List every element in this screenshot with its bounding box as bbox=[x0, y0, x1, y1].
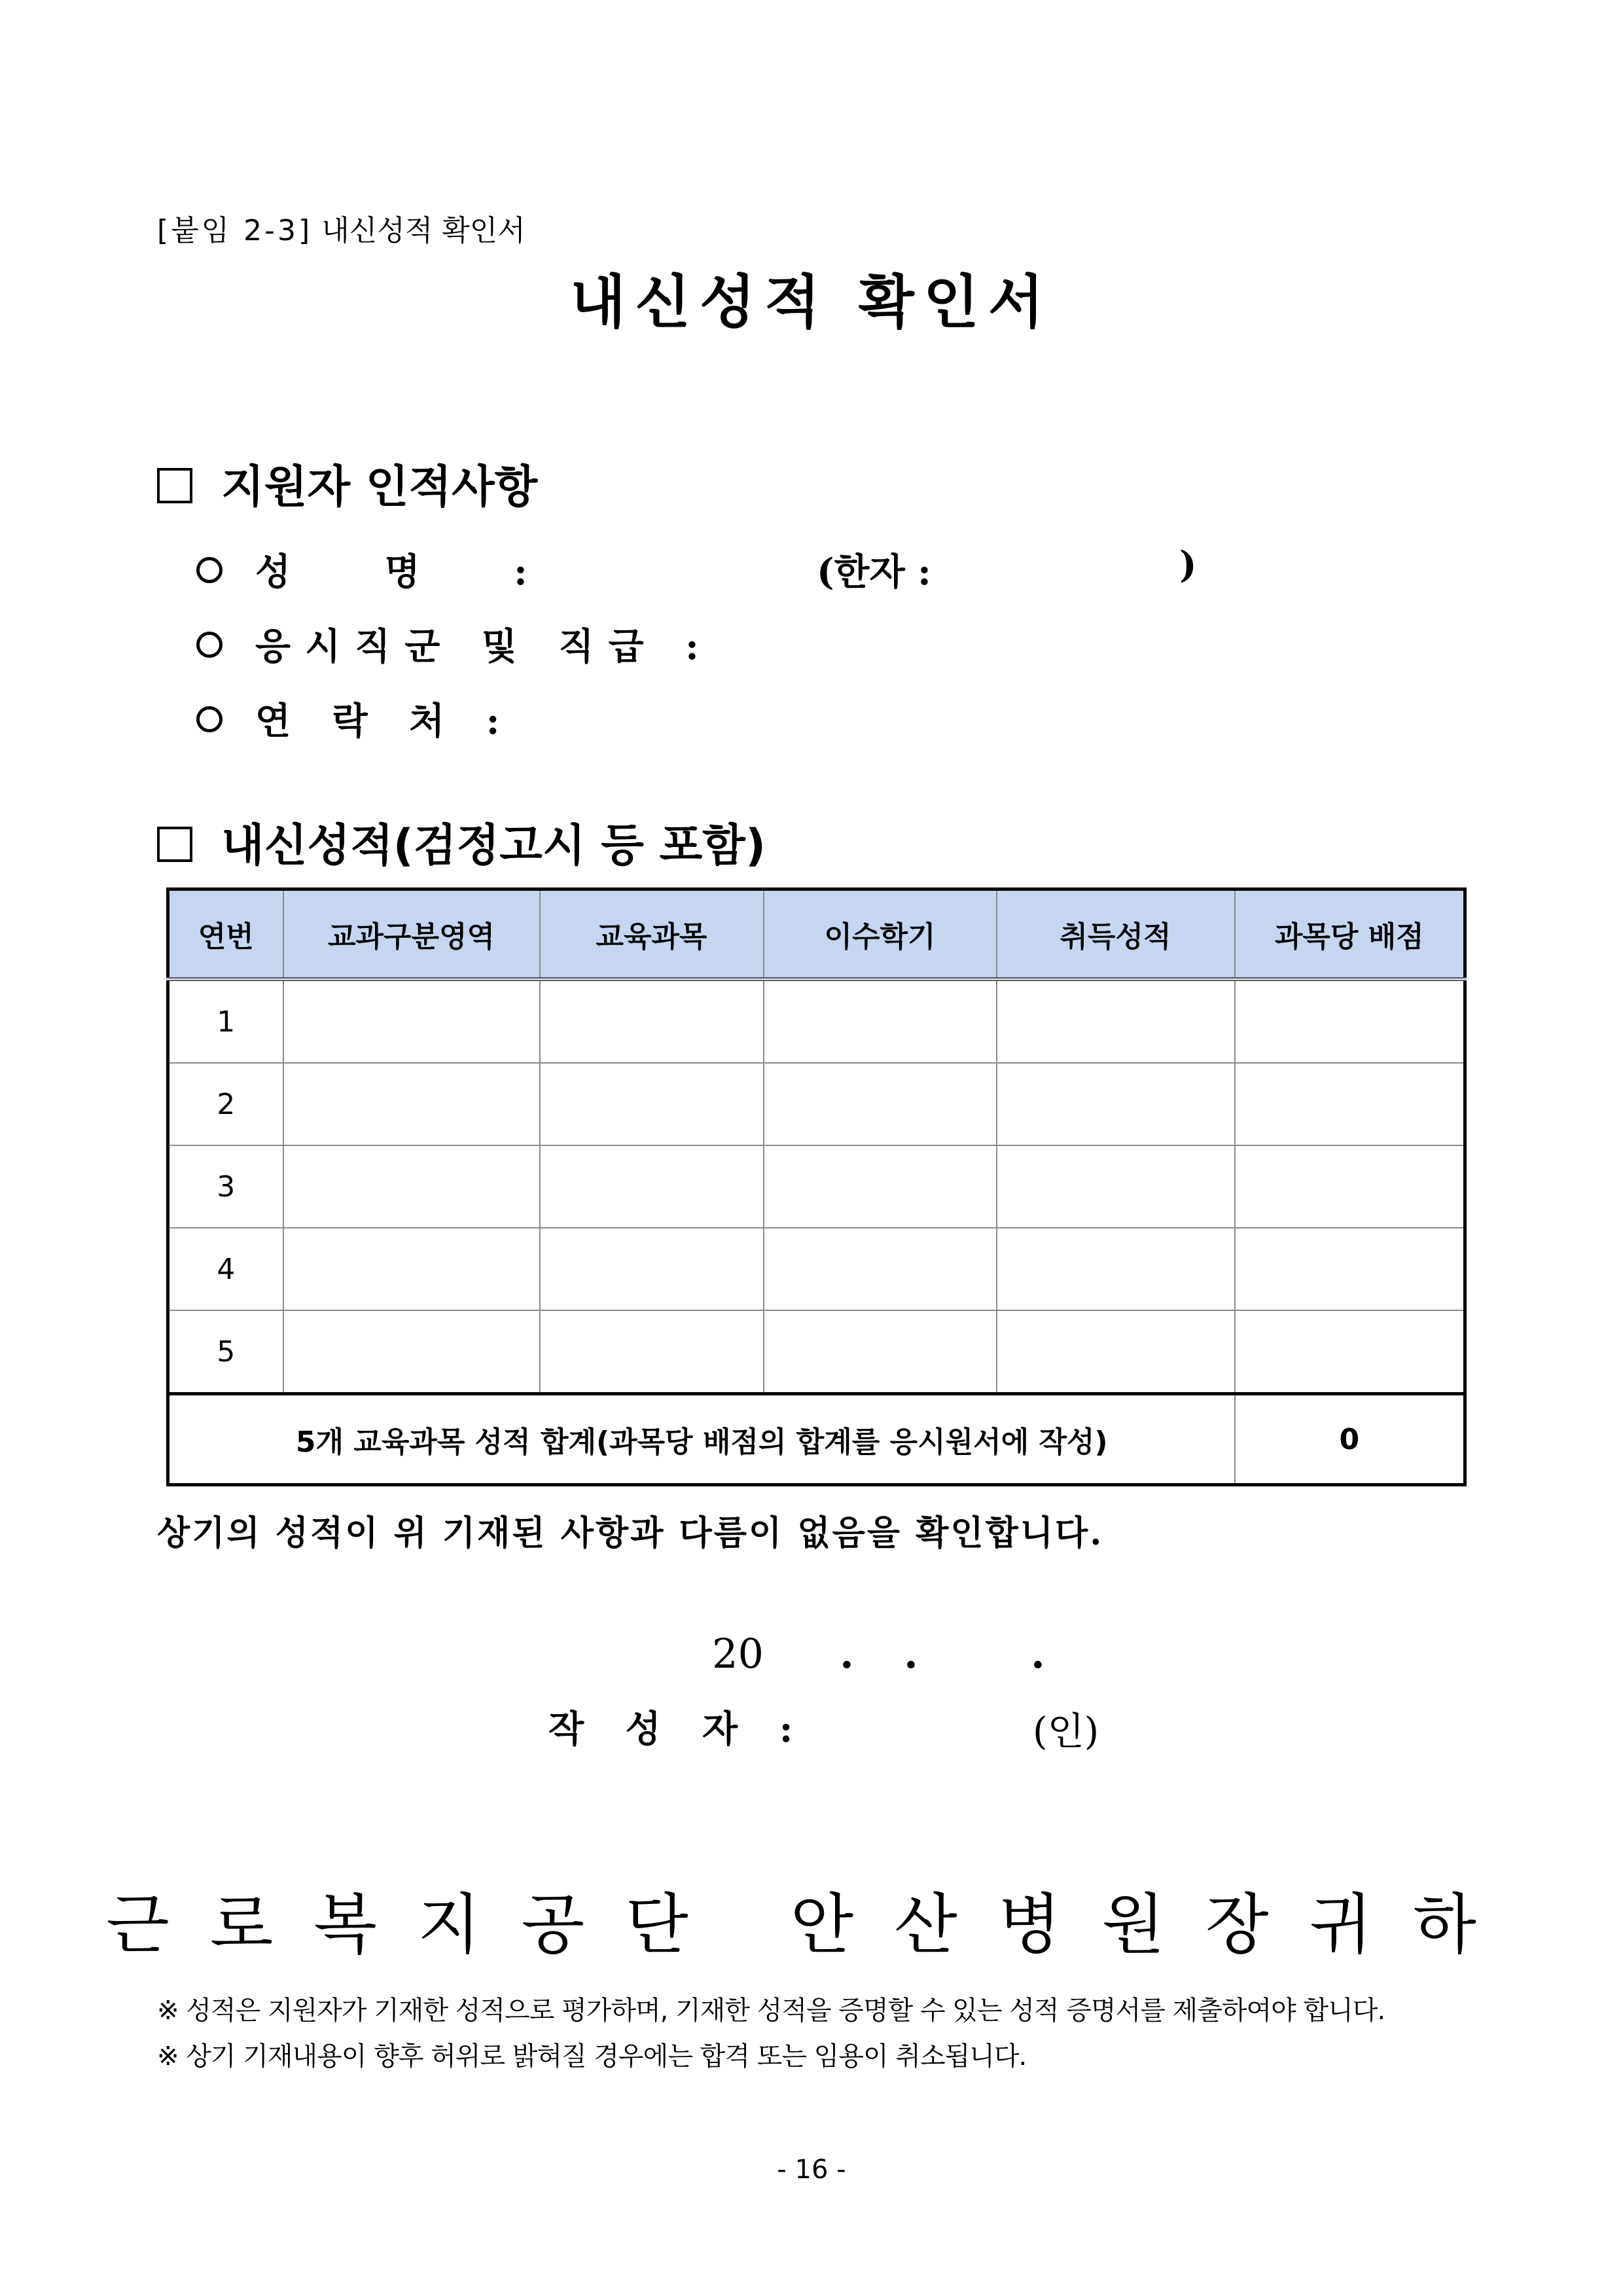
header-score: 과목당 배점 bbox=[1235, 889, 1465, 980]
table-cell[interactable] bbox=[764, 1228, 997, 1310]
circle-bullet-icon bbox=[196, 557, 223, 583]
seal-label: (인) bbox=[1033, 1709, 1099, 1753]
date-dot: . bbox=[904, 1630, 918, 1677]
row-number: 4 bbox=[168, 1228, 283, 1310]
header-grade: 취득성적 bbox=[997, 889, 1235, 980]
row-number: 3 bbox=[168, 1145, 283, 1228]
table-cell[interactable] bbox=[764, 1310, 997, 1394]
table-cell[interactable] bbox=[1235, 1145, 1465, 1228]
total-row bbox=[168, 1394, 1465, 1485]
circle-bullet-icon bbox=[196, 632, 223, 658]
attachment-label bbox=[157, 207, 526, 249]
position-label: 응시직군 및 직급 : bbox=[255, 625, 713, 668]
hanja-label: (한자 : bbox=[817, 550, 931, 594]
note-2: ※ 상기 기재내용이 향후 허위로 밝혀질 경우에는 합격 또는 임용이 취소됩니다. bbox=[157, 2041, 1027, 2072]
date-dot: . bbox=[1031, 1630, 1045, 1677]
header-semester: 이수학기 bbox=[764, 889, 997, 980]
table-row bbox=[168, 1310, 1465, 1394]
table-cell[interactable] bbox=[540, 979, 764, 1063]
table-cell[interactable] bbox=[764, 1063, 997, 1145]
circle-bullet-icon bbox=[196, 706, 223, 732]
table-cell[interactable] bbox=[997, 1145, 1235, 1228]
table-cell[interactable] bbox=[1235, 1310, 1465, 1394]
attachment-name: 내신성적 확인서 bbox=[321, 214, 526, 247]
table-cell[interactable] bbox=[283, 979, 540, 1063]
date-dot: . bbox=[840, 1630, 854, 1677]
row-number: 2 bbox=[168, 1063, 283, 1145]
name-label: 성 명 : bbox=[255, 550, 568, 594]
table-row bbox=[168, 1228, 1465, 1310]
table-cell[interactable] bbox=[283, 1145, 540, 1228]
table-cell[interactable] bbox=[540, 1310, 764, 1394]
table-cell[interactable] bbox=[997, 1310, 1235, 1394]
hanja-close-paren: ) bbox=[1179, 543, 1197, 586]
table-row bbox=[168, 1145, 1465, 1228]
table-cell[interactable] bbox=[1235, 1063, 1465, 1145]
table-cell[interactable] bbox=[764, 1145, 997, 1228]
attachment-tag: [붙임 2-3] bbox=[157, 214, 313, 247]
table-cell[interactable] bbox=[1235, 979, 1465, 1063]
writer-label: 작 성 자 : bbox=[548, 1708, 808, 1751]
section-applicant-info bbox=[157, 452, 538, 515]
confirmation-statement: 상기의 성적이 위 기재된 사항과 다름이 없음을 확인합니다. bbox=[157, 1513, 1104, 1553]
table-cell[interactable] bbox=[540, 1063, 764, 1145]
section-applicant-heading: 지원자 인적사항 bbox=[221, 461, 538, 513]
date-year: 20 bbox=[712, 1630, 764, 1677]
contact-label: 연 락 처 : bbox=[255, 700, 514, 743]
table-cell[interactable] bbox=[283, 1063, 540, 1145]
note-1: ※ 성적은 지원자가 기재한 성적으로 평가하며, 기재한 성적을 증명할 수 있는 성적 증명서를 제출하여야 합니다. bbox=[157, 1996, 1385, 2026]
date-line bbox=[712, 1630, 1062, 1677]
checkbox-square-icon bbox=[157, 468, 192, 503]
table-cell[interactable] bbox=[283, 1228, 540, 1310]
total-value: 0 bbox=[1235, 1394, 1465, 1485]
document-title: 내신성적 확인서 bbox=[570, 268, 1053, 336]
recipient-line: 근로복지공단 안산병원장귀하 bbox=[106, 1886, 1517, 1963]
table-cell[interactable] bbox=[997, 1063, 1235, 1145]
table-cell[interactable] bbox=[1235, 1228, 1465, 1310]
position-field bbox=[196, 618, 713, 670]
table-row bbox=[168, 1063, 1465, 1145]
header-serial: 연번 bbox=[168, 889, 283, 980]
page-number: - 16 - bbox=[777, 2155, 846, 2185]
section-grades-heading: 내신성적(검정고시 등 포함) bbox=[221, 820, 766, 872]
header-course: 교육과목 bbox=[540, 889, 764, 980]
table-header-row bbox=[168, 889, 1465, 980]
checkbox-square-icon bbox=[157, 827, 192, 862]
table-cell[interactable] bbox=[764, 979, 997, 1063]
table-cell[interactable] bbox=[540, 1228, 764, 1310]
row-number: 1 bbox=[168, 979, 283, 1063]
row-number: 5 bbox=[168, 1310, 283, 1394]
table-cell[interactable] bbox=[997, 979, 1235, 1063]
table-cell[interactable] bbox=[540, 1145, 764, 1228]
section-grades bbox=[157, 810, 766, 874]
grades-table bbox=[166, 888, 1467, 1486]
name-field bbox=[196, 543, 568, 596]
table-row bbox=[168, 979, 1465, 1063]
table-cell[interactable] bbox=[997, 1228, 1235, 1310]
table-cell[interactable] bbox=[283, 1310, 540, 1394]
header-subject-area: 교과구분영역 bbox=[283, 889, 540, 980]
total-label: 5개 교육과목 성적 합계(과목당 배점의 합계를 응시원서에 작성) bbox=[168, 1394, 1235, 1485]
contact-field bbox=[196, 692, 514, 745]
